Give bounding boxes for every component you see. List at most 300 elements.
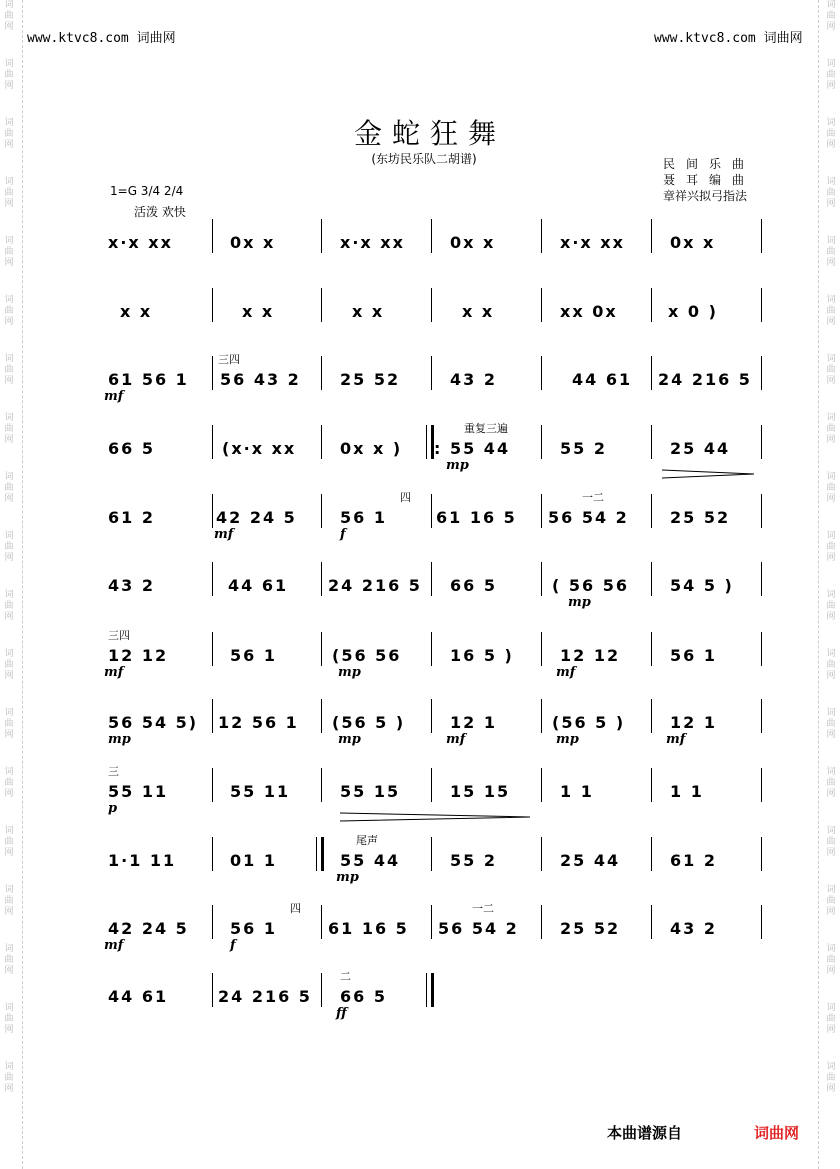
side-watermark-char: 网 xyxy=(826,1084,836,1094)
repeat-barline xyxy=(316,837,317,871)
dynamic-marking: mf xyxy=(104,389,124,404)
dynamic-marking: f xyxy=(230,938,236,953)
side-watermark-char: 词 xyxy=(826,590,836,600)
side-watermark-char: 词 xyxy=(4,767,14,777)
barline xyxy=(431,356,432,390)
fingering-annotation: 四 xyxy=(400,491,411,504)
barline xyxy=(321,837,324,871)
side-watermark-char: 词 xyxy=(4,826,14,836)
side-watermark-char: 曲 xyxy=(4,601,14,611)
measure-notes: 55 15 xyxy=(340,782,401,801)
side-watermark-char: 网 xyxy=(4,848,14,858)
barline xyxy=(651,562,652,596)
right-watermark-strip xyxy=(824,0,838,1169)
fingering-annotation: 一二 xyxy=(472,902,494,915)
side-watermark-char: 词 xyxy=(4,118,14,128)
side-watermark-group xyxy=(826,413,835,446)
side-watermark-char: 曲 xyxy=(4,70,14,80)
side-watermark-char: 词 xyxy=(4,649,14,659)
measure-notes: 55 11 xyxy=(230,782,291,801)
side-watermark-char: 曲 xyxy=(4,188,14,198)
dynamic-marking: mp xyxy=(338,732,361,747)
side-watermark-char: 网 xyxy=(826,317,836,327)
side-watermark-char: 网 xyxy=(826,553,836,563)
barline xyxy=(651,905,652,939)
side-watermark-group xyxy=(826,1003,835,1036)
measure-notes: 54 5 ) xyxy=(670,576,734,595)
measure-notes: 0x x xyxy=(670,233,716,252)
side-watermark-char: 网 xyxy=(826,730,836,740)
barline xyxy=(431,837,432,871)
barline xyxy=(761,288,762,322)
measure-notes: x·x xx xyxy=(560,233,625,252)
side-watermark-group xyxy=(826,531,835,564)
side-watermark-char: 网 xyxy=(4,966,14,976)
key-signature: 1=G 3/4 2/4 xyxy=(110,184,184,198)
dynamic-marking: mp xyxy=(336,870,359,885)
fingering-annotation: 三 xyxy=(108,765,119,778)
side-watermark-char: 网 xyxy=(4,907,14,917)
measure-notes: 42 24 5 xyxy=(108,919,189,938)
side-watermark-char: 曲 xyxy=(826,247,836,257)
side-watermark-char: 网 xyxy=(4,317,14,327)
measure-notes: x·x xx xyxy=(108,233,173,252)
side-watermark-char: 曲 xyxy=(826,1014,836,1024)
barline xyxy=(651,425,652,459)
side-watermark-char: 词 xyxy=(4,944,14,954)
barline xyxy=(651,288,652,322)
dynamic-marking: mf xyxy=(104,938,124,953)
side-watermark-group xyxy=(826,295,835,328)
side-watermark-char: 曲 xyxy=(826,542,836,552)
side-watermark-char: 曲 xyxy=(826,188,836,198)
side-watermark-char: 网 xyxy=(4,140,14,150)
measure-notes: 56 1 xyxy=(670,646,717,665)
barline xyxy=(321,562,322,596)
side-watermark-char: 曲 xyxy=(4,365,14,375)
decrescendo-hairpin xyxy=(340,812,530,822)
barline xyxy=(431,632,432,666)
barline xyxy=(431,288,432,322)
side-watermark-char: 网 xyxy=(826,258,836,268)
barline xyxy=(212,494,213,528)
barline xyxy=(541,699,542,733)
side-watermark-group xyxy=(826,1062,835,1095)
barline xyxy=(761,632,762,666)
dynamic-marking: mf xyxy=(666,732,686,747)
side-watermark-group xyxy=(4,0,13,33)
header-site-right[interactable]: www.ktvc8.com 词曲网 xyxy=(654,31,803,46)
measure-notes: (56 56 xyxy=(332,646,402,665)
measure-notes: 0x x xyxy=(450,233,496,252)
measure-notes: 56 1 xyxy=(230,646,277,665)
barline xyxy=(321,288,322,322)
measure-notes: 44 61 xyxy=(228,576,289,595)
side-watermark-char: 曲 xyxy=(4,778,14,788)
side-watermark-group xyxy=(826,236,835,269)
dynamic-marking: mp xyxy=(556,732,579,747)
side-watermark-char: 网 xyxy=(826,81,836,91)
score-row xyxy=(104,713,764,757)
dynamic-marking: mf xyxy=(446,732,466,747)
side-watermark-char: 词 xyxy=(826,826,836,836)
side-watermark-char: 曲 xyxy=(826,11,836,21)
barline xyxy=(321,494,322,528)
dynamic-marking: mp xyxy=(568,595,591,610)
side-watermark-char: 曲 xyxy=(4,896,14,906)
dynamic-marking: mf xyxy=(556,665,576,680)
barline xyxy=(431,219,432,253)
side-watermark-group xyxy=(826,0,835,33)
measure-notes: 61 16 5 xyxy=(436,508,517,527)
barline xyxy=(651,768,652,802)
barline xyxy=(541,905,542,939)
left-margin-line xyxy=(22,0,23,1169)
side-watermark-char: 曲 xyxy=(4,1014,14,1024)
dynamic-marking: mf xyxy=(214,527,234,542)
score-row xyxy=(104,834,764,895)
side-watermark-group xyxy=(4,826,13,859)
side-watermark-char: 词 xyxy=(826,0,836,10)
score-row xyxy=(104,491,764,552)
dynamic-marking: p xyxy=(108,801,118,816)
fingering-annotation: 一二 xyxy=(582,491,604,504)
side-watermark-char: 曲 xyxy=(4,247,14,257)
measure-notes: 1 1 xyxy=(560,782,594,801)
side-watermark-char: 网 xyxy=(826,140,836,150)
tempo-marking: 活泼 欢快 xyxy=(134,205,186,219)
side-watermark-char: 网 xyxy=(826,848,836,858)
fingering-annotation: 二 xyxy=(340,970,351,983)
barline xyxy=(321,219,322,253)
footer-brand[interactable]: 词曲网 xyxy=(754,1124,800,1142)
measure-notes: 16 5 ) xyxy=(450,646,514,665)
measure-notes: 43 2 xyxy=(670,919,717,938)
barline xyxy=(321,973,322,1007)
measure-notes: 66 5 xyxy=(450,576,497,595)
fingering-annotation: 三四 xyxy=(108,629,130,642)
side-watermark-char: 网 xyxy=(4,671,14,681)
measure-notes: 12 1 xyxy=(670,713,717,732)
measure-notes: 43 2 xyxy=(450,370,497,389)
barline xyxy=(761,699,762,733)
measure-notes: 44 61 xyxy=(108,987,169,1006)
measure-notes: 56 1 xyxy=(230,919,277,938)
side-watermark-group xyxy=(4,885,13,918)
side-watermark-char: 网 xyxy=(826,671,836,681)
side-watermark-char: 曲 xyxy=(826,719,836,729)
measure-notes: 56 54 2 xyxy=(438,919,519,938)
measure-notes: 0x x xyxy=(230,233,276,252)
side-watermark-char: 曲 xyxy=(826,778,836,788)
dynamic-marking: mp xyxy=(446,458,469,473)
measure-notes: 12 12 xyxy=(108,646,169,665)
barline xyxy=(541,837,542,871)
side-watermark-group xyxy=(4,708,13,741)
barline xyxy=(541,494,542,528)
barline xyxy=(761,356,762,390)
side-watermark-char: 词 xyxy=(4,885,14,895)
side-watermark-group xyxy=(4,295,13,328)
side-watermark-group xyxy=(4,531,13,564)
side-watermark-char: 曲 xyxy=(4,129,14,139)
barline xyxy=(212,837,213,871)
side-watermark-char: 词 xyxy=(826,354,836,364)
side-watermark-char: 网 xyxy=(4,22,14,32)
side-watermark-char: 曲 xyxy=(826,306,836,316)
barline xyxy=(431,768,432,802)
barline xyxy=(321,356,322,390)
measure-notes: 01 1 xyxy=(230,851,277,870)
side-watermark-char: 词 xyxy=(4,708,14,718)
measure-notes: 24 216 5 xyxy=(658,370,752,389)
measure-notes: 25 52 xyxy=(670,508,731,527)
dynamic-marking: mp xyxy=(338,665,361,680)
header-site-left[interactable]: www.ktvc8.com 词曲网 xyxy=(27,31,176,46)
barline xyxy=(212,973,213,1007)
side-watermark-group xyxy=(4,354,13,387)
barline xyxy=(541,562,542,596)
barline xyxy=(431,699,432,733)
barline xyxy=(321,699,322,733)
footer-source-label: 本曲谱源自 xyxy=(607,1124,683,1142)
side-watermark-char: 词 xyxy=(4,1062,14,1072)
measure-notes: 66 5 xyxy=(108,439,155,458)
barline xyxy=(431,494,432,528)
side-watermark-group xyxy=(4,59,13,92)
side-watermark-char: 词 xyxy=(826,944,836,954)
barline xyxy=(761,562,762,596)
side-watermark-group xyxy=(826,767,835,800)
side-watermark-char: 词 xyxy=(826,236,836,246)
side-watermark-char: 网 xyxy=(826,612,836,622)
side-watermark-char: 曲 xyxy=(4,424,14,434)
side-watermark-char: 词 xyxy=(4,354,14,364)
side-watermark-group xyxy=(4,472,13,505)
measure-notes: (56 5 ) xyxy=(552,713,626,732)
side-watermark-char: 网 xyxy=(826,435,836,445)
side-watermark-char: 词 xyxy=(4,531,14,541)
barline xyxy=(541,219,542,253)
side-watermark-char: 曲 xyxy=(826,660,836,670)
measure-notes: 61 16 5 xyxy=(328,919,409,938)
fingering-annotation: 四 xyxy=(290,902,301,915)
barline xyxy=(651,494,652,528)
side-watermark-char: 网 xyxy=(4,730,14,740)
side-watermark-char: 曲 xyxy=(826,129,836,139)
measure-notes: 1·1 11 xyxy=(108,851,177,870)
side-watermark-group xyxy=(4,649,13,682)
measure-notes: 61 2 xyxy=(670,851,717,870)
measure-notes: ( 56 56 xyxy=(552,576,629,595)
measure-notes: 55 44 xyxy=(340,851,401,870)
barline xyxy=(321,632,322,666)
barline xyxy=(212,768,213,802)
score-row xyxy=(104,233,764,277)
barline xyxy=(651,632,652,666)
measure-notes: 25 44 xyxy=(670,439,731,458)
side-watermark-char: 网 xyxy=(4,494,14,504)
side-watermark-char: 词 xyxy=(4,472,14,482)
side-watermark-char: 网 xyxy=(4,1084,14,1094)
measure-notes: 12 56 1 xyxy=(218,713,299,732)
side-watermark-char: 网 xyxy=(4,376,14,386)
side-watermark-char: 网 xyxy=(4,612,14,622)
side-watermark-group xyxy=(826,649,835,682)
measure-notes: 56 43 2 xyxy=(220,370,301,389)
side-watermark-char: 词 xyxy=(826,295,836,305)
barline xyxy=(431,973,434,1007)
barline xyxy=(761,768,762,802)
score-row xyxy=(104,902,764,963)
side-watermark-group xyxy=(826,472,835,505)
side-watermark-char: 网 xyxy=(4,1025,14,1035)
side-watermark-group xyxy=(826,590,835,623)
side-watermark-char: 网 xyxy=(4,553,14,563)
side-watermark-char: 曲 xyxy=(4,11,14,21)
side-watermark-char: 曲 xyxy=(4,483,14,493)
barline xyxy=(761,494,762,528)
side-watermark-char: 网 xyxy=(826,22,836,32)
side-watermark-char: 曲 xyxy=(826,70,836,80)
side-watermark-char: 曲 xyxy=(826,896,836,906)
side-watermark-char: 词 xyxy=(826,1062,836,1072)
barline xyxy=(431,905,432,939)
side-watermark-char: 词 xyxy=(4,59,14,69)
side-watermark-char: 曲 xyxy=(826,483,836,493)
measure-notes: 61 2 xyxy=(108,508,155,527)
barline xyxy=(212,219,213,253)
side-watermark-char: 网 xyxy=(826,1025,836,1035)
measure-notes: 56 54 2 xyxy=(548,508,629,527)
side-watermark-group xyxy=(826,885,835,918)
side-watermark-group xyxy=(826,354,835,387)
barline xyxy=(651,356,652,390)
side-watermark-group xyxy=(826,59,835,92)
barline xyxy=(651,699,652,733)
side-watermark-char: 曲 xyxy=(4,1073,14,1083)
side-watermark-char: 词 xyxy=(4,295,14,305)
barline xyxy=(212,425,213,459)
score-row xyxy=(104,970,764,1031)
side-watermark-group xyxy=(4,1062,13,1095)
barline xyxy=(761,425,762,459)
side-watermark-char: 曲 xyxy=(4,837,14,847)
side-watermark-group xyxy=(4,236,13,269)
side-watermark-char: 曲 xyxy=(4,306,14,316)
measure-notes: x 0 ) xyxy=(668,302,718,321)
barline xyxy=(321,905,322,939)
measure-notes: (56 5 ) xyxy=(332,713,406,732)
score-row xyxy=(104,422,764,483)
dynamic-marking: f xyxy=(340,527,346,542)
barline xyxy=(541,288,542,322)
repeat-barline xyxy=(426,425,427,459)
score-row xyxy=(104,629,764,690)
side-watermark-char: 词 xyxy=(4,590,14,600)
side-watermark-char: 曲 xyxy=(4,542,14,552)
barline xyxy=(212,288,213,322)
barline xyxy=(212,905,213,939)
barline xyxy=(212,562,213,596)
side-watermark-group xyxy=(826,826,835,859)
barline xyxy=(426,973,427,1007)
side-watermark-char: 词 xyxy=(826,177,836,187)
measure-notes: 42 24 5 xyxy=(216,508,297,527)
side-watermark-group xyxy=(826,708,835,741)
side-watermark-char: 网 xyxy=(4,435,14,445)
barline xyxy=(541,425,542,459)
side-watermark-char: 网 xyxy=(826,494,836,504)
side-watermark-char: 网 xyxy=(826,966,836,976)
decrescendo-hairpin xyxy=(662,469,754,479)
measure-notes: 25 52 xyxy=(340,370,401,389)
fingering-annotation: 三四 xyxy=(218,353,240,366)
song-subtitle: (东坊民乐队二胡谱) xyxy=(371,152,477,166)
side-watermark-char: 曲 xyxy=(4,719,14,729)
side-watermark-char: 词 xyxy=(826,649,836,659)
dynamic-marking: mp xyxy=(108,732,131,747)
side-watermark-char: 网 xyxy=(4,81,14,91)
side-watermark-char: 词 xyxy=(826,885,836,895)
measure-notes: 43 2 xyxy=(108,576,155,595)
side-watermark-char: 曲 xyxy=(826,365,836,375)
song-title: 金蛇狂舞 xyxy=(353,117,506,150)
side-watermark-char: 词 xyxy=(826,413,836,423)
side-watermark-group xyxy=(4,177,13,210)
barline xyxy=(321,425,322,459)
dynamic-marking: mf xyxy=(104,665,124,680)
side-watermark-char: 网 xyxy=(4,789,14,799)
right-margin-line xyxy=(818,0,819,1169)
side-watermark-char: 词 xyxy=(826,118,836,128)
barline xyxy=(212,356,213,390)
measure-notes: 25 52 xyxy=(560,919,621,938)
barline xyxy=(651,219,652,253)
barline xyxy=(541,632,542,666)
measure-notes: x·x xx xyxy=(340,233,405,252)
measure-notes: 56 1 xyxy=(340,508,387,527)
dynamic-marking: ff xyxy=(336,1006,347,1021)
side-watermark-char: 词 xyxy=(4,236,14,246)
score-row xyxy=(104,576,764,620)
left-watermark-strip xyxy=(2,0,16,1169)
side-watermark-char: 词 xyxy=(826,1003,836,1013)
measure-notes: 1 1 xyxy=(670,782,704,801)
side-watermark-char: 词 xyxy=(4,413,14,423)
measure-notes: 0x x ) xyxy=(340,439,403,458)
measure-notes: 12 12 xyxy=(560,646,621,665)
score-row xyxy=(104,353,764,414)
side-watermark-char: 曲 xyxy=(826,1073,836,1083)
side-watermark-char: 网 xyxy=(4,199,14,209)
measure-notes: 44 61 xyxy=(572,370,633,389)
side-watermark-group xyxy=(4,590,13,623)
side-watermark-char: 词 xyxy=(4,0,14,10)
measure-notes: 61 56 1 xyxy=(108,370,189,389)
measure-notes: 25 44 xyxy=(560,851,621,870)
measure-notes: 15 15 xyxy=(450,782,511,801)
barline xyxy=(212,699,213,733)
measure-notes: 55 11 xyxy=(108,782,169,801)
barline xyxy=(541,356,542,390)
side-watermark-char: 曲 xyxy=(826,601,836,611)
side-watermark-char: 词 xyxy=(826,59,836,69)
fingering-annotation: 尾声 xyxy=(356,834,378,847)
measure-notes: 24 216 5 xyxy=(328,576,422,595)
barline xyxy=(541,768,542,802)
measure-notes: (x·x xx xyxy=(222,439,297,458)
